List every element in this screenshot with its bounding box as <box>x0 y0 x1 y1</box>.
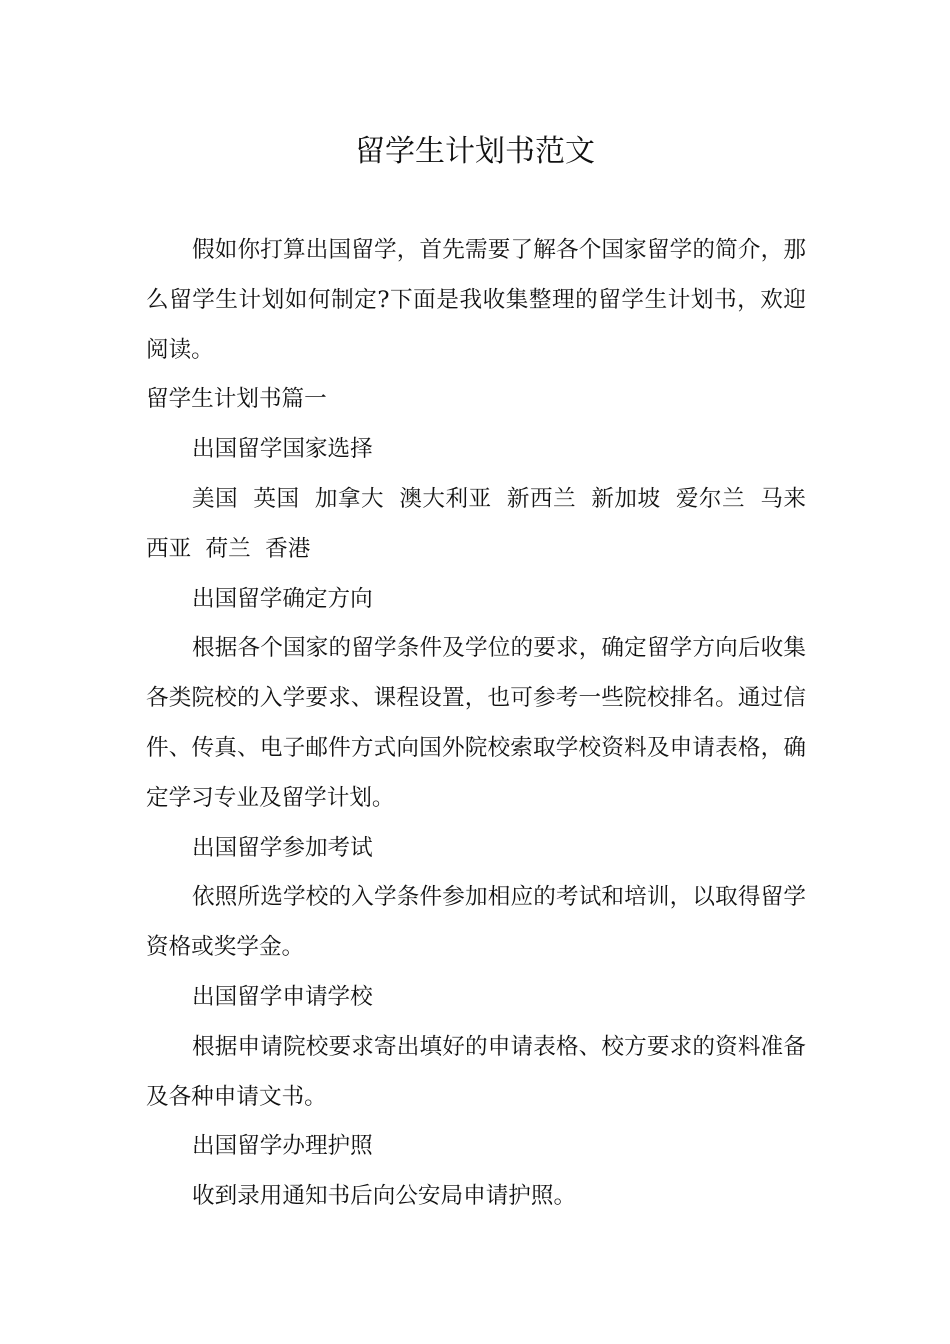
intro-paragraph: 假如你打算出国留学，首先需要了解各个国家留学的简介，那么留学生计划如何制定?下面是我收集整理的留学生计划书，欢迎阅读。 <box>146 237 806 363</box>
passport-paragraph: 收到录用通知书后向公安局申请护照。 <box>192 1183 577 1210</box>
country-list-paragraph: 美国 英国 加拿大 澳大利亚 新西兰 新加坡 爱尔兰 马来西亚 荷兰 香港 <box>146 485 806 562</box>
document-body <box>146 226 806 1222</box>
exams-paragraph: 依照所选学校的入学条件参加相应的考试和培训，以取得留学资格或奖学金。 <box>146 884 806 961</box>
subheading-apply-school: 出国留学申请学校 <box>192 983 373 1010</box>
direction-paragraph: 根据各个国家的留学条件及学位的要求，确定留学方向后收集各类院校的入学要求、课程设置，也可参考一些院校排名。通过信件、传真、电子邮件方式向国外院校索取学校资料及申请表格，确定学习专业及留学计划。 <box>146 635 806 811</box>
document-title: 留学生计划书范文 <box>355 134 595 169</box>
section-heading-plan-one: 留学生计划书篇一 <box>146 386 327 413</box>
subheading-direction: 出国留学确定方向 <box>192 585 373 612</box>
apply-school-paragraph: 根据申请院校要求寄出填好的申请表格、校方要求的资料准备及各种申请文书。 <box>146 1033 806 1110</box>
subheading-country-choice: 出国留学国家选择 <box>192 436 373 463</box>
subheading-passport: 出国留学办理护照 <box>192 1133 373 1160</box>
subheading-exams: 出国留学参加考试 <box>192 834 373 861</box>
